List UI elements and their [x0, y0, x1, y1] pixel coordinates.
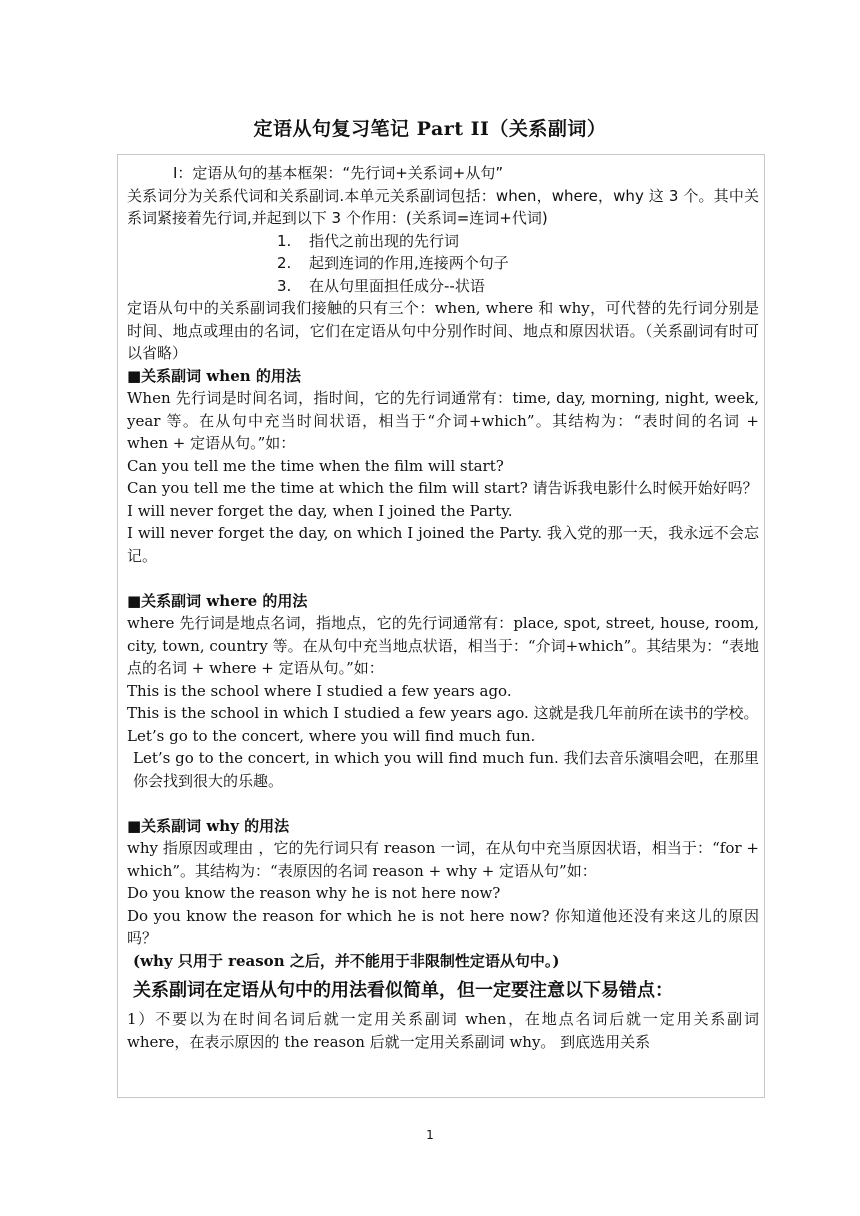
example-line: I will never forget the day, on which I joined the Party. 我入党的那一天，我永远不会忘记。	[127, 524, 759, 565]
warning-heading: 关系副词在定语从句中的用法看似简单，但一定要注意以下易错点：	[133, 980, 673, 1001]
example-line: I will never forget the day, when I joined the Party.	[127, 501, 513, 520]
section-heading-why: ■关系副词 why 的用法	[127, 816, 290, 835]
example-line: Can you tell me the time when the film will start?	[127, 456, 504, 475]
list-item: 1. 指代之前出现的先行词	[277, 231, 460, 250]
document-body	[127, 162, 759, 1053]
why-note: (why 只用于 reason 之后，并不能用于非限制性定语从句中。)	[133, 951, 560, 970]
example-line: This is the school in which I studied a few years ago. 这就是我几年前所在读书的学校。	[127, 704, 759, 722]
example-line: This is the school where I studied a few years ago.	[127, 681, 512, 700]
framework-heading: Ⅰ：定语从句的基本框架：“先行词+关系词+从句”	[173, 164, 504, 182]
section-heading-where: ■关系副词 where 的用法	[127, 591, 308, 610]
example-line: Do you know the reason for which he is not here now? 你知道他还没有来这儿的原因吗？	[127, 906, 759, 947]
overview-paragraph: 定语从句中的关系副词我们接触的只有三个：when, where 和 why，可代替的先行词分别是时间、地点或理由的名词，它们在定语从句中分别作时间、地点和原因状语。（关系副词有时可以省略）	[127, 299, 759, 362]
list-item: 3. 在从句里面担任成分--状语	[277, 276, 485, 295]
intro-paragraph: 关系词分为关系代词和关系副词.本单元关系副词包括：when，where，why 这 3 个。其中关系词紧接着先行词,并起到以下 3 个作用：(关系词=连词+代词)	[127, 186, 759, 227]
when-description: When 先行词是时间名词，指时间，它的先行词通常有：time, day, morning, night, week, year 等。在从句中充当时间状语，相当于“介词+which”。其结构为：“表时间的名词 + when + 定语从句。”如：	[127, 389, 759, 452]
page-number: 1	[426, 1128, 434, 1142]
example-line: Do you know the reason why he is not here now?	[127, 884, 501, 902]
list-item: 2. 起到连词的作用,连接两个句子	[277, 254, 509, 272]
point-paragraph: 1）不要以为在时间名词后就一定用关系副词 when，在地点名词后就一定用关系副词 where，在表示原因的 the reason 后就一定用关系副词 why。 到底选用关系	[127, 1010, 759, 1051]
example-line: Let’s go to the concert, where you will find much fun.	[127, 726, 536, 745]
why-description: why 指原因或理由 ，它的先行词只有 reason 一词，在从句中充当原因状语，相当于：“for + which”。其结构为：“表原因的名词 reason + why + 定语从句”如：	[127, 839, 759, 880]
page-title: 定语从句复习笔记 Part II（关系副词）	[253, 118, 607, 140]
example-line: Can you tell me the time at which the film will start? 请告诉我电影什么时候开始好吗？	[127, 479, 758, 497]
where-description: where 先行词是地点名词，指地点，它的先行词通常有：place, spot, street, house, room, city, town, country 等。在从句中充当地点状语，相当于：“介词+which”。其结果为：“表地点的名词 + where + 定语从句。”如：	[127, 614, 759, 677]
example-line: Let’s go to the concert, in which you will find much fun. 我们去音乐演唱会吧，在那里你会找到很大的乐趣。	[133, 749, 759, 790]
section-heading-when: ■关系副词 when 的用法	[127, 366, 301, 385]
